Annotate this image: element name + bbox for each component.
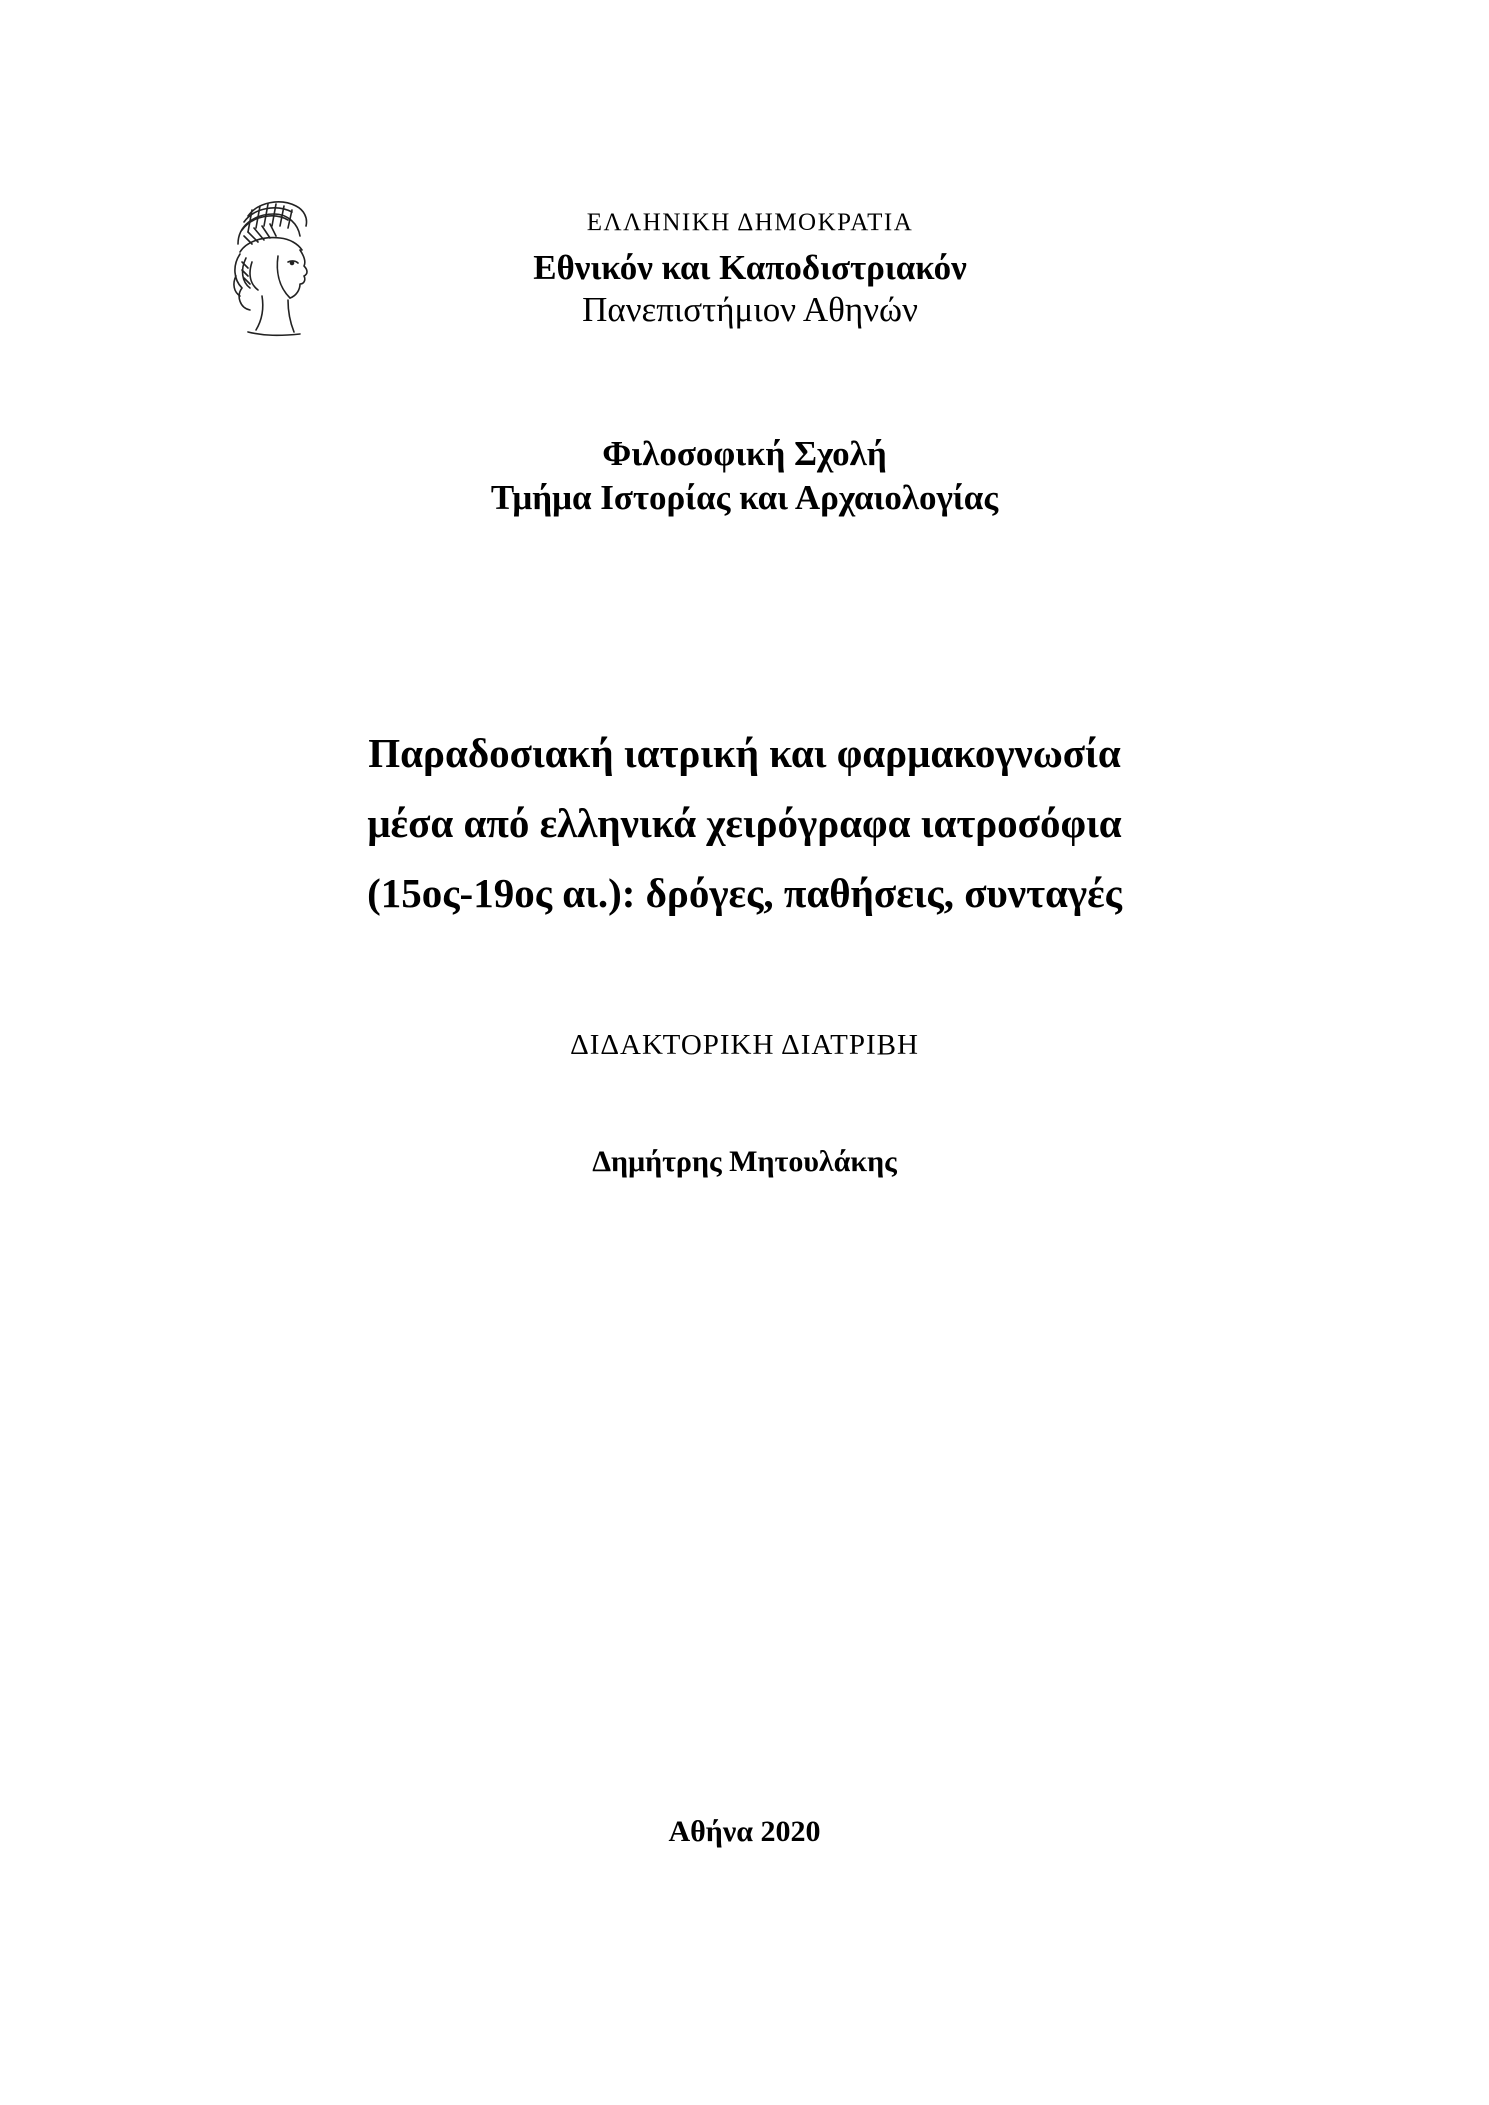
author-name: Δημήτρης Μητουλάκης bbox=[592, 1145, 897, 1178]
department-name: Τμήμα Ιστορίας και Αρχαιολογίας bbox=[490, 478, 999, 517]
university-name-line2: Πανεπιστήμιον Αθηνών bbox=[582, 290, 918, 329]
faculty-name: Φιλοσοφική Σχολή bbox=[602, 434, 887, 473]
institution-header bbox=[440, 205, 1060, 331]
university-name-line1: Εθνικόν και Καποδιστριακόν bbox=[533, 248, 967, 287]
title-line-3: (15ος-19ος αι.): δρόγες, παθήσεις, συνταγές bbox=[367, 870, 1122, 916]
thesis-title bbox=[0, 718, 1489, 928]
title-line-2: μέσα από ελληνικά χειρόγραφα ιατροσόφια bbox=[367, 800, 1122, 846]
title-line-1: Παραδοσιακή ιατρική και φαρμακογνωσία bbox=[368, 730, 1121, 776]
place-date: Αθήνα 2020 bbox=[668, 1815, 821, 1848]
republic-label: ΕΛΛΗΝΙΚΗ ΔΗΜΟΚΡΑΤΙΑ bbox=[586, 209, 914, 236]
document-type: ΔΙΔΑΚΤΟΡΙΚΗ ΔΙΑΤΡΙΒΗ bbox=[570, 1029, 919, 1061]
school-block bbox=[0, 432, 1489, 520]
athena-head-icon bbox=[218, 196, 314, 338]
